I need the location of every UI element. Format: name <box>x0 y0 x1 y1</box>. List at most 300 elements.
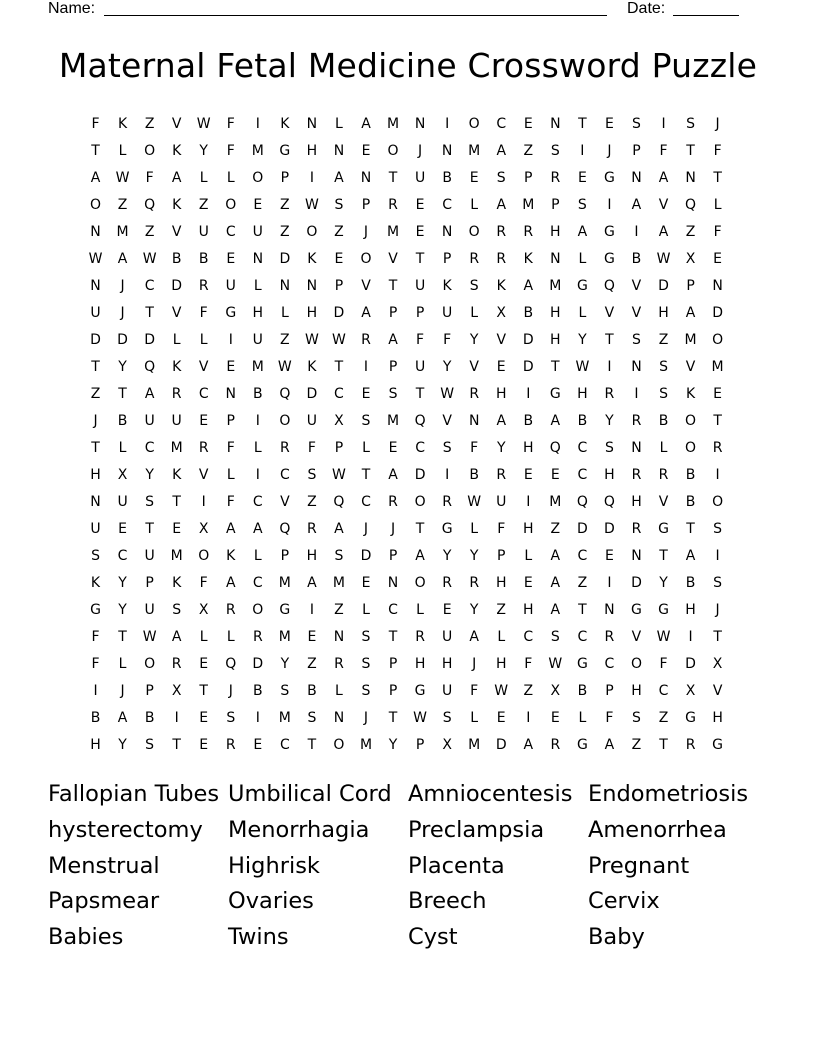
grid-letter: O <box>333 737 345 753</box>
grid-letter: Y <box>605 413 614 429</box>
grid-letter: P <box>388 683 398 699</box>
grid-letter: E <box>415 224 425 240</box>
grid-letter: T <box>388 278 398 294</box>
grid-row <box>82 708 732 735</box>
grid-letter: E <box>713 386 723 402</box>
grid-letter: P <box>388 359 398 375</box>
grid-letter: A <box>577 224 588 240</box>
grid-letter: G <box>658 521 669 537</box>
grid-letter: N <box>333 710 345 726</box>
grid-letter: A <box>550 575 561 591</box>
grid-letter: I <box>634 224 639 240</box>
grid-letter: X <box>712 656 723 672</box>
grid-letter: E <box>496 359 506 375</box>
grid-letter: N <box>685 170 696 186</box>
grid-letter: L <box>713 197 722 213</box>
grid-letter: J <box>120 278 125 294</box>
grid-letter: Z <box>550 521 561 537</box>
grid-letter: C <box>523 629 534 645</box>
grid-row <box>82 573 732 600</box>
grid-letter: U <box>144 548 155 564</box>
grid-row <box>82 681 732 708</box>
grid-letter: E <box>361 143 371 159</box>
grid-letter: S <box>361 413 371 429</box>
grid-letter: D <box>279 251 291 267</box>
grid-letter: Z <box>658 332 669 348</box>
grid-letter: D <box>117 332 128 348</box>
grid-letter: M <box>251 143 264 159</box>
grid-letter: N <box>441 143 453 159</box>
grid-letter: F <box>199 305 208 321</box>
grid-letter: R <box>604 386 615 402</box>
grid-letter: V <box>198 467 209 483</box>
grid-letter: G <box>549 386 561 402</box>
grid-letter: R <box>469 251 480 267</box>
grid-letter: B <box>523 413 534 429</box>
grid-letter: C <box>577 629 588 645</box>
grid-letter: Z <box>307 494 317 510</box>
grid-letter: L <box>118 143 127 159</box>
grid-letter: R <box>198 278 209 294</box>
grid-letter: N <box>90 224 101 240</box>
grid-letter: Z <box>523 143 534 159</box>
grid-letter: C <box>361 494 371 510</box>
grid-letter: E <box>496 710 506 726</box>
grid-letter: A <box>334 170 344 186</box>
grid-letter: H <box>523 521 534 537</box>
grid-letter: P <box>145 575 154 591</box>
grid-letter: A <box>225 521 236 537</box>
grid-letter: X <box>198 602 209 618</box>
grid-letter: Y <box>118 737 127 753</box>
grid-letter: N <box>631 170 642 186</box>
grid-letter: I <box>607 575 612 591</box>
grid-letter: I <box>174 710 179 726</box>
grid-letter: F <box>713 224 722 240</box>
grid-letter: S <box>361 629 371 645</box>
grid-letter: S <box>307 710 317 726</box>
grid-letter: Q <box>144 197 156 213</box>
grid-letter: A <box>523 737 534 753</box>
grid-letter: U <box>252 332 263 348</box>
word-list-item: Amniocentesis <box>408 781 573 807</box>
grid-letter: N <box>225 386 236 402</box>
grid-letter: N <box>550 116 561 132</box>
grid-letter: T <box>578 602 587 618</box>
grid-row <box>82 492 732 519</box>
grid-letter: H <box>577 386 588 402</box>
grid-letter: X <box>685 251 696 267</box>
grid-letter: J <box>390 521 396 537</box>
grid-letter: J <box>363 521 369 537</box>
grid-letter: R <box>631 521 642 537</box>
word-list-item: Umbilical Cord <box>228 781 392 807</box>
word-list-item: Preclampsia <box>408 816 545 843</box>
grid-letter: R <box>496 251 507 267</box>
grid-letter: M <box>468 143 481 159</box>
grid-letter: I <box>201 494 206 510</box>
grid-letter: U <box>144 413 155 429</box>
grid-letter: S <box>388 386 398 402</box>
grid-letter: E <box>604 548 614 564</box>
grid-row <box>82 627 732 654</box>
grid-letter: B <box>253 386 263 402</box>
word-list-item: Papsmear <box>48 888 160 915</box>
grid-row <box>82 249 732 276</box>
grid-letter: S <box>442 710 452 726</box>
grid-letter: B <box>469 467 479 483</box>
grid-letter: R <box>469 575 480 591</box>
grid-letter: S <box>632 116 641 132</box>
grid-letter: P <box>145 683 154 699</box>
word-list-item: Highrisk <box>228 852 320 879</box>
grid-letter: T <box>388 710 398 726</box>
grid-letter: W <box>142 629 157 645</box>
grid-letter: C <box>279 737 290 753</box>
grid-letter: U <box>442 305 453 321</box>
grid-letter: R <box>388 197 398 213</box>
grid-letter: F <box>91 116 100 132</box>
grid-letter: S <box>442 440 452 456</box>
grid-letter: W <box>277 359 292 375</box>
grid-letter: P <box>334 278 344 294</box>
grid-letter: J <box>418 143 423 159</box>
grid-letter: I <box>255 413 260 429</box>
grid-letter: R <box>442 575 452 591</box>
grid-letter: O <box>225 197 237 213</box>
grid-letter: Y <box>496 440 506 456</box>
grid-letter: H <box>550 332 561 348</box>
grid-letter: N <box>414 116 426 132</box>
grid-letter: I <box>309 170 314 186</box>
grid-letter: G <box>279 602 291 618</box>
grid-letter: Y <box>659 575 668 591</box>
grid-letter: N <box>90 278 101 294</box>
grid-letter: Z <box>631 737 642 753</box>
grid-letter: T <box>334 359 344 375</box>
grid-letter: M <box>386 116 400 132</box>
grid-letter: G <box>631 602 642 618</box>
grid-letter: E <box>523 467 533 483</box>
grid-letter: U <box>442 683 453 699</box>
grid-letter: H <box>90 467 101 483</box>
grid-letter: J <box>363 224 369 240</box>
grid-letter: B <box>253 683 263 699</box>
grid-letter: O <box>414 494 426 510</box>
grid-letter: U <box>442 629 453 645</box>
grid-letter: R <box>415 629 425 645</box>
word-list-item: Menstrual <box>48 852 160 879</box>
grid-letter: N <box>387 575 399 591</box>
grid-letter: U <box>306 413 318 429</box>
grid-letter: P <box>415 305 425 321</box>
grid-letter: H <box>495 386 507 402</box>
grid-row <box>82 411 732 438</box>
grid-letter: L <box>199 332 208 348</box>
name-label: Name: <box>48 0 96 17</box>
grid-letter: P <box>442 251 452 267</box>
grid-letter: B <box>90 710 101 726</box>
grid-letter: T <box>307 737 317 753</box>
grid-letter: G <box>576 278 588 294</box>
grid-letter: R <box>523 224 534 240</box>
grid-letter: E <box>415 197 425 213</box>
grid-letter: I <box>526 710 531 726</box>
grid-letter: Q <box>333 494 345 510</box>
grid-row <box>82 438 732 465</box>
grid-letter: K <box>280 116 290 132</box>
grid-letter: C <box>252 575 263 591</box>
grid-letter: C <box>442 197 453 213</box>
grid-letter: Y <box>469 548 479 564</box>
grid-letter: Y <box>578 332 587 348</box>
grid-letter: H <box>685 602 696 618</box>
grid-letter: T <box>659 737 668 753</box>
grid-letter: P <box>280 548 290 564</box>
grid-letter: L <box>416 602 424 618</box>
grid-letter: A <box>334 521 344 537</box>
grid-letter: P <box>686 278 695 294</box>
grid-letter: B <box>685 494 696 510</box>
grid-letter: T <box>713 413 722 429</box>
grid-letter: I <box>255 710 260 726</box>
grid-letter: P <box>632 143 641 159</box>
grid-letter: W <box>304 332 319 348</box>
grid-letter: R <box>550 170 561 186</box>
grid-letter: H <box>550 305 561 321</box>
grid-letter: R <box>712 440 723 456</box>
grid-letter: G <box>712 737 724 753</box>
grid-letter: T <box>551 359 560 375</box>
grid-letter: C <box>279 467 290 483</box>
grid-letter: X <box>171 683 182 699</box>
grid-letter: S <box>659 386 668 402</box>
grid-letter: R <box>198 440 209 456</box>
word-list-item: Placenta <box>408 852 505 879</box>
grid-letter: O <box>144 143 156 159</box>
grid-letter: D <box>658 278 669 294</box>
grid-letter: V <box>388 251 398 267</box>
grid-letter: I <box>255 116 260 132</box>
grid-letter: U <box>90 305 101 321</box>
grid-letter: K <box>226 548 236 564</box>
grid-letter: C <box>658 683 669 699</box>
grid-letter: C <box>604 656 615 672</box>
grid-letter: A <box>171 170 182 186</box>
grid-letter: Y <box>145 467 154 483</box>
grid-letter: A <box>117 251 128 267</box>
grid-letter: M <box>332 575 345 591</box>
grid-letter: Y <box>280 656 290 672</box>
grid-letter: P <box>551 197 560 213</box>
grid-letter: K <box>172 575 182 591</box>
grid-letter: X <box>550 683 561 699</box>
grid-row <box>82 546 732 573</box>
grid-letter: E <box>226 359 236 375</box>
grid-letter: I <box>607 197 612 213</box>
grid-letter: B <box>685 575 696 591</box>
grid-letter: Z <box>280 224 290 240</box>
grid-letter: P <box>388 656 398 672</box>
grid-letter: B <box>117 413 128 429</box>
grid-letter: L <box>118 440 127 456</box>
grid-letter: H <box>495 575 507 591</box>
grid-letter: T <box>199 683 208 699</box>
grid-letter: V <box>496 332 507 348</box>
grid-letter: U <box>414 170 426 186</box>
grid-letter: O <box>144 656 156 672</box>
grid-letter: Z <box>117 197 128 213</box>
grid-letter: C <box>144 440 155 456</box>
grid-letter: E <box>550 710 560 726</box>
grid-letter: L <box>578 710 587 726</box>
word-list-item: Cyst <box>408 924 458 951</box>
grid-letter: E <box>199 710 209 726</box>
grid-letter: F <box>605 710 614 726</box>
grid-row <box>82 357 732 384</box>
grid-letter: I <box>93 683 98 699</box>
grid-letter: A <box>685 305 696 321</box>
grid-letter: J <box>120 305 125 321</box>
grid-letter: T <box>172 494 181 510</box>
grid-letter: I <box>661 116 666 132</box>
grid-letter: V <box>469 359 479 375</box>
grid-letter: A <box>225 575 236 591</box>
grid-letter: R <box>550 737 561 753</box>
grid-letter: S <box>496 170 506 186</box>
word-list-item: Twins <box>228 924 289 951</box>
grid-letter: S <box>686 116 695 132</box>
grid-letter: H <box>658 305 669 321</box>
grid-letter: Q <box>144 359 156 375</box>
grid-letter: L <box>362 440 370 456</box>
grid-letter: F <box>443 332 452 348</box>
grid-row <box>82 222 732 249</box>
grid-letter: F <box>497 521 506 537</box>
grid-letter: C <box>334 386 344 402</box>
grid-letter: N <box>631 548 642 564</box>
grid-letter: E <box>523 116 533 132</box>
grid-letter: U <box>90 521 101 537</box>
grid-letter: M <box>116 224 129 240</box>
grid-letter: L <box>226 467 235 483</box>
grid-letter: F <box>91 629 100 645</box>
grid-letter: W <box>332 467 346 483</box>
grid-letter: Y <box>118 602 127 618</box>
grid-letter: F <box>226 494 235 510</box>
grid-letter: L <box>226 170 235 186</box>
grid-letter: D <box>522 359 534 375</box>
grid-row <box>82 465 732 492</box>
grid-letter: D <box>712 305 723 321</box>
grid-letter: Y <box>118 575 127 591</box>
grid-letter: S <box>361 656 371 672</box>
grid-letter: B <box>171 251 182 267</box>
grid-letter: P <box>415 737 425 753</box>
grid-letter: W <box>494 683 509 699</box>
grid-letter: W <box>548 656 563 672</box>
grid-letter: V <box>631 305 642 321</box>
grid-row <box>82 519 732 546</box>
grid-letter: I <box>715 467 720 483</box>
grid-letter: H <box>306 305 318 321</box>
grid-letter: S <box>172 602 182 618</box>
grid-letter: H <box>306 548 318 564</box>
grid-letter: A <box>361 116 371 132</box>
grid-letter: T <box>361 467 371 483</box>
grid-letter: P <box>524 170 533 186</box>
grid-letter: U <box>144 602 155 618</box>
grid-letter: D <box>252 656 264 672</box>
grid-letter: E <box>469 170 479 186</box>
grid-letter: V <box>658 197 669 213</box>
grid-letter: A <box>144 386 155 402</box>
grid-letter: C <box>225 224 236 240</box>
grid-letter: Y <box>469 602 479 618</box>
grid-letter: O <box>685 440 697 456</box>
grid-letter: A <box>550 548 561 564</box>
grid-letter: D <box>306 386 318 402</box>
grid-letter: H <box>631 683 642 699</box>
grid-letter: W <box>656 251 671 267</box>
grid-letter: D <box>171 278 183 294</box>
name-blank-line <box>104 0 607 16</box>
grid-letter: F <box>226 143 235 159</box>
grid-letter: T <box>145 521 154 537</box>
grid-letter: I <box>255 467 260 483</box>
grid-letter: B <box>523 305 534 321</box>
word-list-item: Breech <box>408 888 487 915</box>
grid-letter: Q <box>279 386 291 402</box>
grid-letter: M <box>386 413 400 429</box>
grid-letter: R <box>225 737 236 753</box>
grid-letter: M <box>468 737 481 753</box>
grid-letter: P <box>388 548 398 564</box>
grid-letter: U <box>252 224 263 240</box>
grid-letter: F <box>199 575 208 591</box>
grid-letter: G <box>603 170 615 186</box>
grid-letter: R <box>171 656 182 672</box>
grid-letter: L <box>253 278 262 294</box>
grid-letter: O <box>279 413 291 429</box>
grid-letter: F <box>145 170 154 186</box>
grid-letter: M <box>359 737 373 753</box>
grid-letter: S <box>145 737 155 753</box>
grid-letter: L <box>335 116 343 132</box>
grid-letter: T <box>91 359 100 375</box>
grid-letter: J <box>120 683 125 699</box>
grid-letter: G <box>414 683 426 699</box>
grid-letter: R <box>658 467 669 483</box>
grid-letter: B <box>631 251 642 267</box>
grid-letter: L <box>470 710 479 726</box>
grid-letter: X <box>685 683 696 699</box>
grid-letter: T <box>713 170 722 186</box>
grid-letter: F <box>659 143 668 159</box>
grid-letter: R <box>252 629 263 645</box>
grid-letter: Z <box>334 602 344 618</box>
grid-letter: S <box>632 710 641 726</box>
grid-letter: Z <box>144 224 155 240</box>
grid-letter: N <box>712 278 723 294</box>
grid-letter: U <box>171 413 182 429</box>
grid-letter: O <box>630 656 642 672</box>
grid-letter: W <box>332 332 346 348</box>
grid-letter: E <box>253 737 263 753</box>
grid-row <box>82 330 732 357</box>
grid-letter: H <box>441 656 453 672</box>
grid-row <box>82 195 732 222</box>
